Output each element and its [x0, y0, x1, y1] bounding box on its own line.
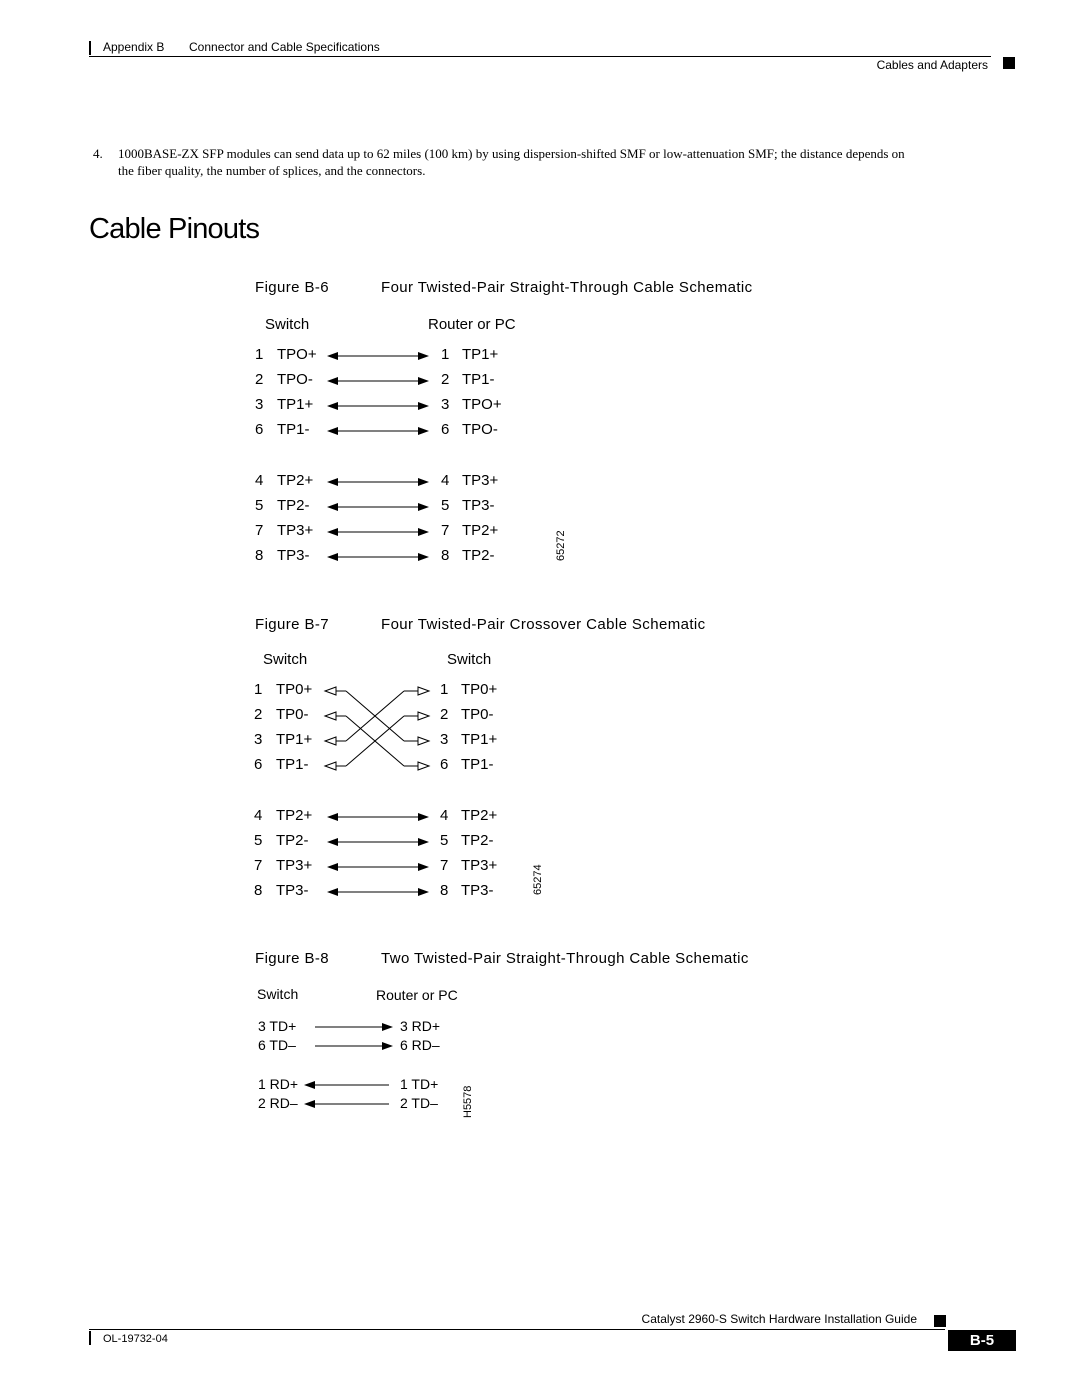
figure-b6-label: Figure B-6: [255, 279, 330, 296]
pin-name: TPO-: [462, 421, 498, 438]
header-appendix: Appendix B: [103, 40, 165, 54]
pin-name: TP3-: [462, 497, 495, 514]
pin-number: 8: [254, 882, 263, 899]
pin-number: 5: [441, 497, 450, 514]
arrow-right-head: [382, 1023, 393, 1031]
figure-b6-right-header: Router or PC: [428, 316, 516, 333]
pin-name: TP0-: [276, 706, 309, 723]
pin-label: 6 TD–: [258, 1037, 296, 1053]
pin-number: 4: [440, 807, 449, 824]
pin-name: TP0-: [461, 706, 494, 723]
pin-number: 1: [440, 681, 449, 698]
pin-number: 6: [255, 421, 264, 438]
footer-bar-mark: [89, 1331, 91, 1345]
pin-name: TP2-: [462, 547, 495, 564]
figure-b6-code: 65272: [555, 530, 567, 561]
figure-b8-right-header: Router or PC: [376, 987, 458, 1003]
pin-name: TP1+: [462, 346, 499, 363]
pin-name: TP0+: [276, 681, 313, 698]
pin-label: 3 RD+: [400, 1018, 441, 1034]
footer-guide-title: Catalyst 2960-S Switch Hardware Installation Guide: [641, 1312, 917, 1326]
pin-name: TP1-: [461, 756, 494, 773]
pin-name: TP3+: [276, 857, 313, 874]
pin-number: 2: [255, 371, 264, 388]
pin-number: 2: [441, 371, 450, 388]
pin-number: 8: [440, 882, 449, 899]
pin-label: 2 TD–: [400, 1095, 438, 1111]
pin-label: 1 RD+: [258, 1076, 299, 1092]
figure-b8-left-header: Switch: [257, 986, 299, 1002]
pin-number: 1: [254, 681, 263, 698]
pin-name: TP2-: [461, 832, 494, 849]
pin-name: TPO+: [462, 396, 502, 413]
figure-b7-right-header: Switch: [447, 651, 492, 668]
pin-label: 3 TD+: [258, 1018, 297, 1034]
pin-number: 8: [441, 547, 450, 564]
pin-name: TP1+: [277, 396, 314, 413]
pin-name: TP3+: [277, 522, 314, 539]
arrow-left-head: [304, 1100, 315, 1108]
pin-label: 6 RD–: [400, 1037, 440, 1053]
arrow-right-head: [382, 1042, 393, 1050]
figure-b6-title: Four Twisted-Pair Straight-Through Cable Schematic: [381, 279, 753, 296]
pin-number: 3: [254, 731, 263, 748]
pin-name: TP0+: [461, 681, 498, 698]
figure-b8-title: Two Twisted-Pair Straight-Through Cable Schematic: [381, 950, 749, 967]
footer-doc-number: OL-19732-04: [103, 1333, 168, 1345]
pin-number: 8: [255, 547, 264, 564]
pin-name: TPO+: [277, 346, 317, 363]
footnote-line-2: the fiber quality, the number of splices, and the connectors.: [118, 163, 426, 178]
pin-name: TP2+: [277, 472, 314, 489]
pin-number: 7: [255, 522, 264, 539]
pin-name: TP2+: [462, 522, 499, 539]
figure-b6-left-header: Switch: [265, 316, 310, 333]
figure-b8-label: Figure B-8: [255, 950, 330, 967]
pin-name: TP1+: [461, 731, 498, 748]
pin-label: 1 TD+: [400, 1076, 439, 1092]
pin-name: TP3-: [461, 882, 494, 899]
header-chapter: Connector and Cable Specifications: [189, 40, 380, 54]
footer-square-mark: [934, 1315, 946, 1327]
pin-number: 3: [441, 396, 450, 413]
footnote-number: 4.: [93, 146, 103, 161]
footer-rule: [89, 1329, 945, 1330]
pin-number: 4: [441, 472, 450, 489]
pin-number: 1: [255, 346, 264, 363]
pin-name: TPO-: [277, 371, 313, 388]
figure-b7-label: Figure B-7: [255, 616, 330, 633]
figure-b8-code: H5578: [462, 1085, 474, 1118]
footnote-line-1: 1000BASE-ZX SFP modules can send data up to 62 miles (100 km) by using dispersion-shifted SMF or low-attenuation SMF; the distance depends on: [118, 146, 905, 161]
figure-b7-code: 65274: [532, 864, 544, 895]
pin-name: TP1+: [276, 731, 313, 748]
pin-number: 4: [254, 807, 263, 824]
arrow-left-head: [304, 1081, 315, 1089]
pin-number: 2: [440, 706, 449, 723]
pin-name: TP1-: [277, 421, 310, 438]
pin-number: 2: [254, 706, 263, 723]
pin-name: TP2+: [276, 807, 313, 824]
pin-number: 5: [254, 832, 263, 849]
header-section: Cables and Adapters: [876, 58, 988, 72]
pin-number: 5: [440, 832, 449, 849]
pin-number: 6: [440, 756, 449, 773]
pin-name: TP3-: [277, 547, 310, 564]
pin-name: TP1-: [462, 371, 495, 388]
pin-name: TP3+: [461, 857, 498, 874]
pin-name: TP2+: [461, 807, 498, 824]
footer-page-number: B-5: [948, 1330, 1016, 1351]
pin-number: 5: [255, 497, 264, 514]
pin-name: TP3-: [276, 882, 309, 899]
pin-name: TP3+: [462, 472, 499, 489]
pin-number: 6: [254, 756, 263, 773]
section-title: Cable Pinouts: [89, 213, 260, 245]
pin-name: TP1-: [276, 756, 309, 773]
pin-number: 7: [254, 857, 263, 874]
pin-number: 1: [441, 346, 450, 363]
pin-label: 2 RD–: [258, 1095, 298, 1111]
pin-number: 6: [441, 421, 450, 438]
pin-number: 3: [255, 396, 264, 413]
pin-name: TP2-: [277, 497, 310, 514]
pin-number: 3: [440, 731, 449, 748]
pin-number: 7: [441, 522, 450, 539]
figure-b7-left-header: Switch: [263, 651, 308, 668]
pin-number: 7: [440, 857, 449, 874]
pin-name: TP2-: [276, 832, 309, 849]
pin-number: 4: [255, 472, 264, 489]
figure-b7-title: Four Twisted-Pair Crossover Cable Schematic: [381, 616, 706, 633]
